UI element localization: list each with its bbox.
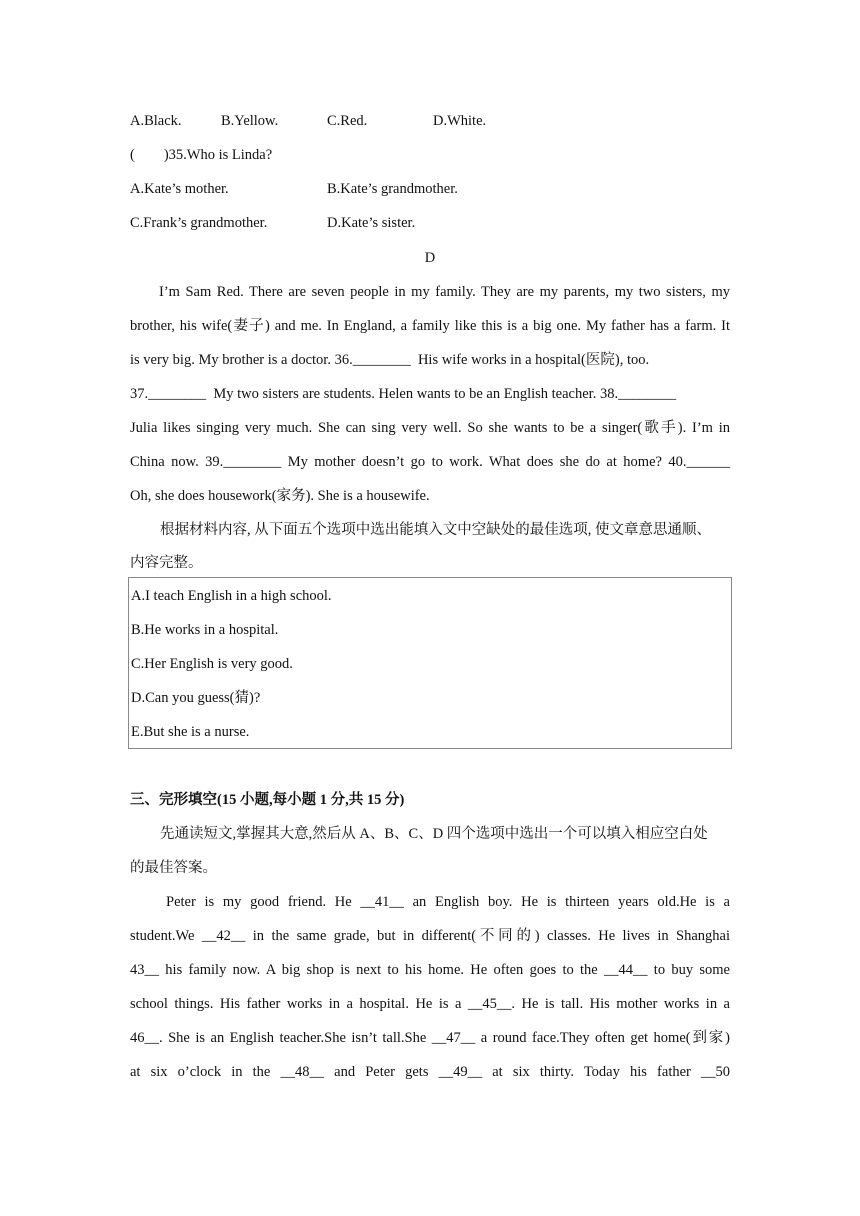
cloze-line: at six o’clock in the __48__ and Peter gets __49__ at six thirty. Today his father __50 [130, 1064, 730, 1080]
section3-instruction: 先通读短文,掌握其大意,然后从 A、B、C、D 四个选项中选出一个可以填入相应空白处 [160, 826, 708, 842]
q34-option-c: C.Red. [327, 113, 368, 129]
section3-instruction-cont: 的最佳答案。 [130, 860, 217, 876]
options-box [128, 577, 732, 749]
q35-option-b: B.Kate’s grandmother. [327, 181, 458, 197]
q34-option-a: A.Black. [130, 113, 182, 129]
section-d-heading: D [424, 250, 436, 266]
passage-d-line: Julia likes singing very much. She can sing very well. So she wants to be a singer(歌手). I’m in [130, 420, 730, 436]
passage-d-line: brother, his wife(妻子) and me. In England, a family like this is a big one. My father has a farm. It [130, 318, 730, 334]
cloze-line: student.We __42__ in the same grade, but in different(不同的) classes. He lives in Shanghai [130, 928, 730, 944]
q35-option-d: D.Kate’s sister. [327, 215, 416, 231]
box-option-c: C.Her English is very good. [131, 656, 293, 672]
passage-d-line: China now. 39.________ My mother doesn’t go to work. What does she do at home? 40.______ [130, 454, 730, 470]
passage-d-line: is very big. My brother is a doctor. 36.________ His wife works in a hospital(医院), too. [130, 352, 650, 368]
q35-option-a: A.Kate’s mother. [130, 181, 229, 197]
box-option-e: E.But she is a nurse. [131, 724, 250, 740]
passage-d-line: 37.________ My two sisters are students. Helen wants to be an English teacher. 38.________ [130, 386, 677, 402]
cloze-line: Peter is my good friend. He __41__ an English boy. He is thirteen years old.He is a [166, 894, 730, 910]
box-option-d: D.Can you guess(猜)? [131, 690, 261, 706]
q35-stem: ( )35.Who is Linda? [130, 147, 273, 163]
passage-d-line: Oh, she does housework(家务). She is a housewife. [130, 488, 430, 504]
q35-option-c: C.Frank’s grandmother. [130, 215, 268, 231]
passage-d-line: I’m Sam Red. There are seven people in my family. They are my parents, my two sisters, my [159, 284, 730, 300]
cloze-line: school things. His father works in a hospital. He is a __45__. He is tall. His mother works in a [130, 996, 730, 1012]
cloze-line: 43__ his family now. A big shop is next to his home. He often goes to the __44__ to buy some [130, 962, 730, 978]
box-option-a: A.I teach English in a high school. [131, 588, 332, 604]
box-option-b: B.He works in a hospital. [131, 622, 279, 638]
cloze-line: 46__. She is an English teacher.She isn’t tall.She __47__ a round face.They often get home(到家) [130, 1030, 730, 1046]
section-d-instruction-cont: 内容完整。 [130, 555, 203, 571]
q34-option-d: D.White. [433, 113, 487, 129]
section3-title: 三、完形填空(15 小题,每小题 1 分,共 15 分) [130, 792, 405, 808]
section-d-instruction: 根据材料内容, 从下面五个选项中选出能填入文中空缺处的最佳选项, 使文章意思通顺、 [160, 522, 711, 538]
q34-option-b: B.Yellow. [221, 113, 279, 129]
